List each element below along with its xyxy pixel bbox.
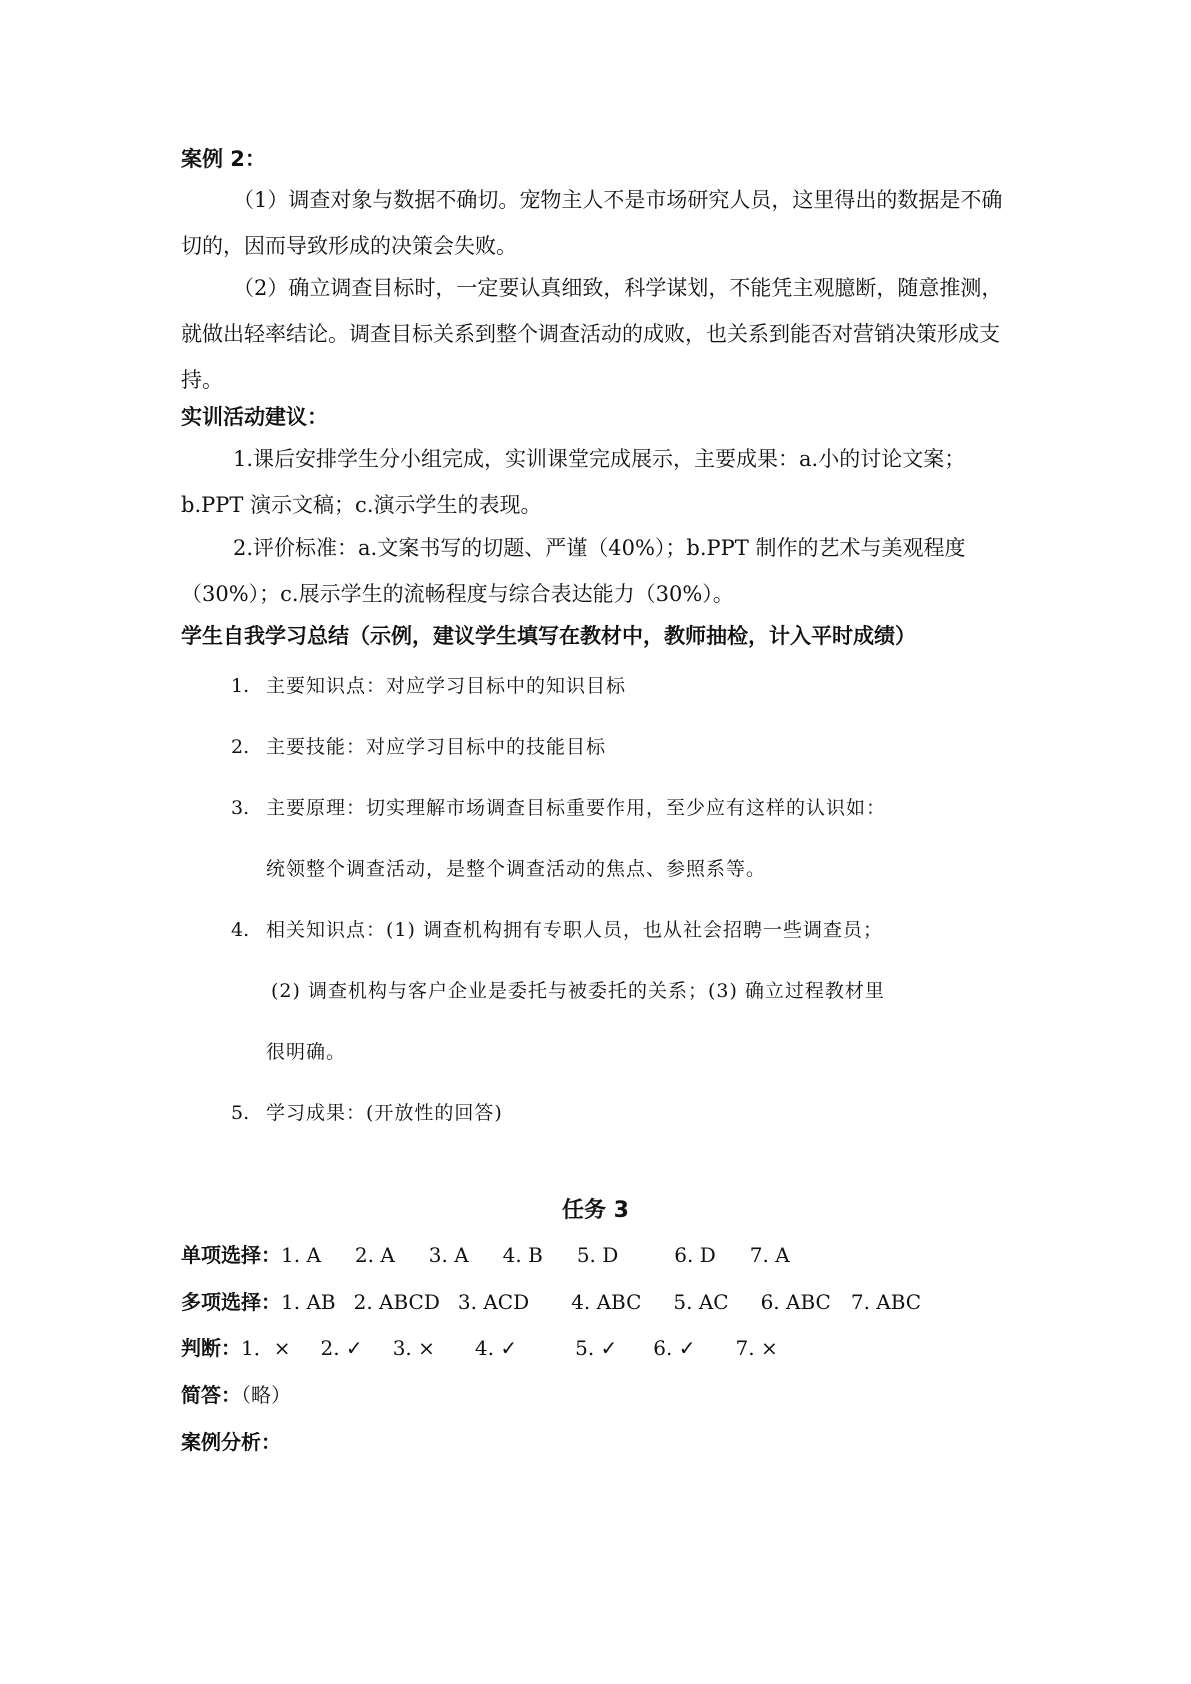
multiple-answer-4: 4. ABC [571,1290,642,1314]
summary-item-3-line-2: 统领整个调查活动，是整个调查活动的焦点、参照系等。 [266,858,767,880]
case2-paragraph-1-text: （1）调查对象与数据不确切。宠物主人不是市场研究人员，这里得出的数据是不确切的，因而导致形成的决策会失败。 [181,188,1003,258]
summary-item-4-line-2: (2) 调查机构与客户企业是委托与被委托的关系；(3) 确立过程教材里 [271,980,885,1002]
single-answer-1: 1. A [281,1243,321,1267]
single-answer-2: 2. A [354,1243,395,1267]
summary-item-1-number: 1. [231,675,250,697]
case2-heading: 案例 2： [181,147,266,171]
summary-item-3-number: 3. [231,797,250,819]
summary-item-3-line-1: 主要原理：切实理解市场调查目标重要作用，至少应有这样的认识如： [266,797,887,819]
single-answer-5: 5. D [576,1243,619,1267]
judgement-label: 判断： [181,1336,241,1360]
case2-paragraph-2 [181,265,1019,403]
summary-item-2: 主要技能：对应学习目标中的技能目标 [266,736,607,758]
judge-answer-6: 6. ✓ [653,1336,696,1360]
multiple-answer-5: 5. AC [673,1290,729,1314]
summary-heading: 学生自我学习总结（示例，建议学生填写在教材中，教师抽检，计入平时成绩） [181,624,916,648]
summary-item-5-number: 5. [231,1102,250,1124]
short-answer-value: （略） [241,1383,291,1407]
summary-item-2-number: 2. [231,736,250,758]
task3-title: 任务 3 [562,1198,629,1223]
single-answer-6: 6. D [674,1243,716,1267]
summary-item-1: 主要知识点：对应学习目标中的知识目标 [266,675,627,697]
judge-answer-5: 5. ✓ [575,1336,618,1360]
multiple-choice-label: 多项选择： [181,1290,281,1314]
judge-answer-2: 2. ✓ [320,1336,363,1360]
case2-paragraph-1 [181,177,1019,269]
judge-answer-3: 3. × [392,1336,435,1360]
summary-item-4-line-1: 相关知识点：(1) 调查机构拥有专职人员，也从社会招聘一些调查员； [266,919,883,941]
multiple-answer-3: 3. ACD [457,1290,530,1314]
short-answer-row [181,1380,291,1410]
training-heading: 实训活动建议： [181,405,328,429]
judge-answer-1: 1．× [241,1336,291,1360]
training-paragraph-1 [181,436,1019,528]
training-paragraph-2-text: 2.评价标准：a.文案书写的切题、严谨（40%）；b.PPT 制作的艺术与美观程度（30%）；c.展示学生的流畅程度与综合表达能力（30%）。 [181,536,966,606]
single-answer-3: 3. A [428,1243,469,1267]
judgement-row [181,1333,812,1363]
judge-answer-7: 7. × [735,1336,778,1360]
multiple-answer-7: 7. ABC [850,1290,922,1314]
summary-item-5: 学习成果：(开放性的回答) [266,1102,503,1124]
multiple-answer-2: 2. ABCD [353,1290,440,1314]
single-choice-row [181,1240,824,1270]
case2-paragraph-2-text: （2）确立调查目标时，一定要认真细致，科学谋划，不能凭主观臆断，随意推测，就做出轻率结论。调查目标关系到整个调查活动的成败，也关系到能否对营销决策形成支持。 [181,276,1003,392]
training-paragraph-1-text: 1.课后安排学生分小组完成，实训课堂完成展示，主要成果：a.小的讨论文案；b.PPT 演示文稿；c.演示学生的表现。 [181,447,966,517]
single-choice-label: 单项选择： [181,1243,281,1267]
summary-item-4-line-3: 很明确。 [266,1041,347,1063]
judge-answer-4: 4. ✓ [474,1336,518,1360]
multiple-answer-1: 1. AB [281,1290,336,1314]
multiple-answer-6: 6. ABC [760,1290,831,1314]
case-analysis-row [181,1427,281,1457]
single-answer-7: 7. A [749,1243,790,1267]
single-answer-4: 4. B [502,1243,543,1267]
case-analysis-label: 案例分析： [181,1430,281,1454]
multiple-choice-row [181,1287,955,1317]
short-answer-label: 简答： [181,1383,241,1407]
training-paragraph-2 [181,525,1019,617]
summary-item-4-number: 4. [231,919,250,941]
